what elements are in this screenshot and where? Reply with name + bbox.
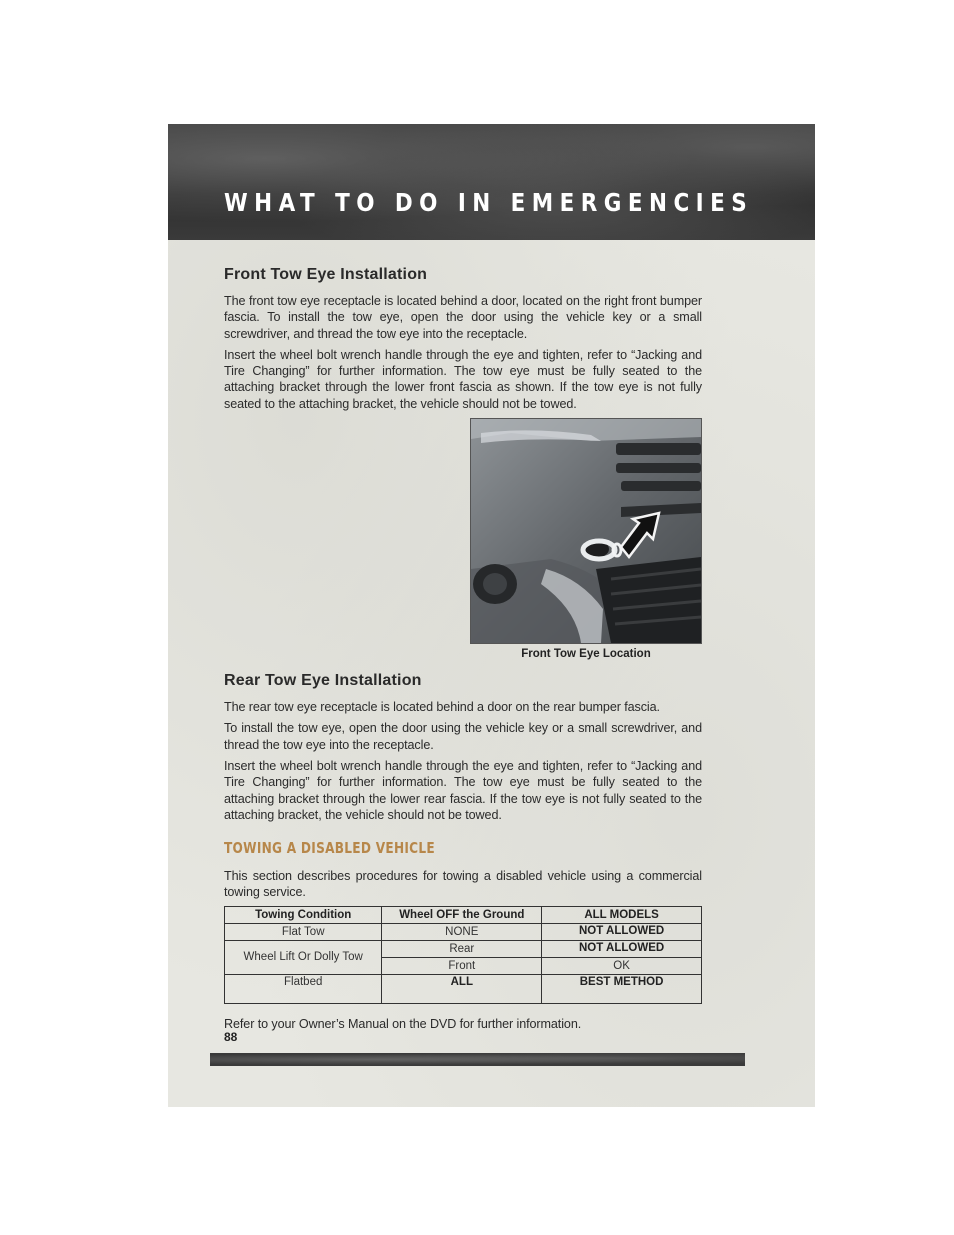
front-tow-eye-paragraph-2: Insert the wheel bolt wrench handle through the eye and tighten, refer to “Jacking and Tire Changing” for further information. The tow eye must be fully seated to the attaching bracket through the lower front fascia as shown. If the tow eye is not fully seated to the attaching bracket, the vehicle should not be towed. [224,347,702,411]
table-cell: Front [382,957,542,974]
table-header-row [225,906,702,923]
rear-tow-eye-paragraph-2: To install the tow eye, open the door using the vehicle key or a small screwdriver, and thread the tow eye into the receptacle. [224,721,702,752]
rear-tow-eye-paragraph-1: The rear tow eye receptacle is located behind a door on the rear bumper fascia. [224,700,660,715]
front-tow-eye-heading: Front Tow Eye Installation [224,266,428,283]
owners-manual-note: Refer to your Owner’s Manual on the DVD for further information. [224,1016,582,1031]
table-cell: Rear [382,940,542,957]
table-row [225,974,702,1003]
table-header-cell: Wheel OFF the Ground [382,906,542,923]
rear-tow-eye-paragraph-3: Insert the wheel bolt wrench handle through the eye and tighten, refer to “Jacking and Tire Changing” for further information. The tow eye must be fully seated to the attaching bracket through the lower rear fascia. If the tow eye is not fully seated to the attaching bracket, the vehicle should not be towed. [224,758,702,822]
towing-section-heading: TOWING A DISABLED VEHICLE [224,839,435,858]
table-cell: Flat Tow [225,923,382,940]
content-column [224,266,702,1037]
front-tow-eye-figure [224,418,702,666]
header-band [168,124,815,240]
table-header-cell: ALL MODELS [542,906,702,923]
table-cell: NOT ALLOWED [542,923,702,940]
table-row [225,940,702,957]
footer-bar [210,1053,745,1066]
table-cell: BEST METHOD [542,974,702,1003]
rear-tow-eye-heading: Rear Tow Eye Installation [224,672,422,690]
table-cell: ALL [382,974,542,1003]
towing-table [224,906,702,1004]
bumper-illustration [471,419,701,643]
front-tow-eye-photo [470,418,702,644]
page-header-title: WHAT TO DO IN EMERGENCIES [224,188,754,217]
table-header-cell: Towing Condition [225,906,382,923]
table-cell: NONE [382,923,542,940]
page-number: 88 [224,1030,238,1044]
manual-page [168,124,815,1107]
table-cell: OK [542,957,702,974]
front-tow-eye-paragraph-1: The front tow eye receptacle is located behind a door, located on the right front bumper fascia. To install the tow eye, open the door using the vehicle key or a small screwdriver, and thread the tow eye into the receptacle. [224,294,702,341]
table-cell: NOT ALLOWED [542,940,702,957]
towing-intro-paragraph: This section describes procedures for towing a disabled vehicle using a commercial towing service. [224,869,702,900]
table-cell: Flatbed [225,974,382,1003]
figure-caption: Front Tow Eye Location [521,648,651,661]
table-row [225,923,702,940]
table-cell: Wheel Lift Or Dolly Tow [225,940,382,974]
